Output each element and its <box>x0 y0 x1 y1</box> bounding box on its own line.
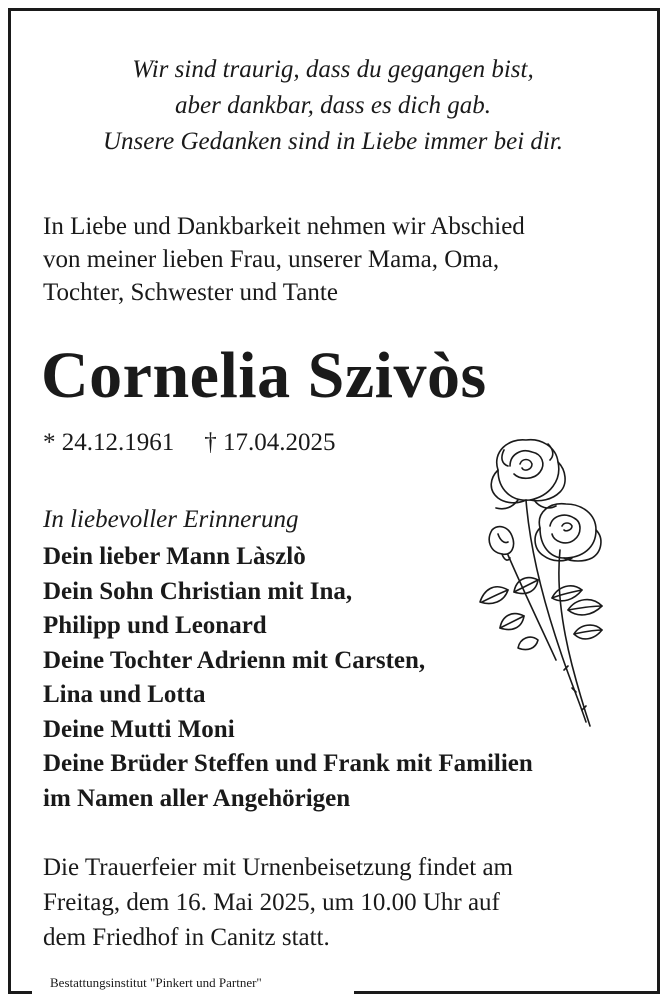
intro-text <box>43 210 525 309</box>
birth-date: * 24.12.1961 <box>43 429 175 456</box>
mourner-line: Dein Sohn Christian mit Ina, <box>43 577 353 605</box>
mourner-line: im Namen aller Angehörigen <box>43 784 351 812</box>
memory-heading: In liebevoller Erinnerung <box>43 506 299 533</box>
deceased-name: Cornelia Szivòs <box>41 339 487 412</box>
service-line: Die Trauerfeier mit Urnenbeisetzung findet am <box>43 854 513 881</box>
service-line: Freitag, dem 16. Mai 2025, um 10.00 Uhr auf <box>43 889 500 916</box>
motto-line: Unsere Gedanken sind in Liebe immer bei dir. <box>102 128 564 155</box>
mourner-line: Lina und Lotta <box>43 681 206 708</box>
mourners-list <box>43 540 533 816</box>
rose-illustration-icon <box>468 430 618 730</box>
life-dates <box>43 426 336 460</box>
motto-line: aber dankbar, dass es dich gab. <box>175 92 491 119</box>
motto-line: Wir sind traurig, dass du gegangen bist, <box>132 56 534 83</box>
mourner-line: Deine Tochter Adrienn mit Carsten, <box>43 646 426 674</box>
mourner-line: Philipp und Leonard <box>43 612 267 639</box>
funeral-home-credit: Bestattungsinstitut "Pinkert und Partner" <box>46 974 266 992</box>
intro-line: In Liebe und Dankbarkeit nehmen wir Abschied <box>43 213 525 240</box>
mourner-line: Deine Brüder Steffen und Frank mit Familien <box>43 750 533 777</box>
service-info <box>43 850 513 955</box>
mourner-line: Deine Mutti Moni <box>43 715 235 743</box>
intro-line: von meiner lieben Frau, unserer Mama, Oma, <box>43 246 500 273</box>
service-line: dem Friedhof in Canitz statt. <box>43 924 330 951</box>
intro-line: Tochter, Schwester und Tante <box>43 279 338 306</box>
mourner-line: Dein lieber Mann Làszlò <box>43 543 306 570</box>
motto <box>0 52 666 160</box>
death-date: † 17.04.2025 <box>204 429 336 456</box>
